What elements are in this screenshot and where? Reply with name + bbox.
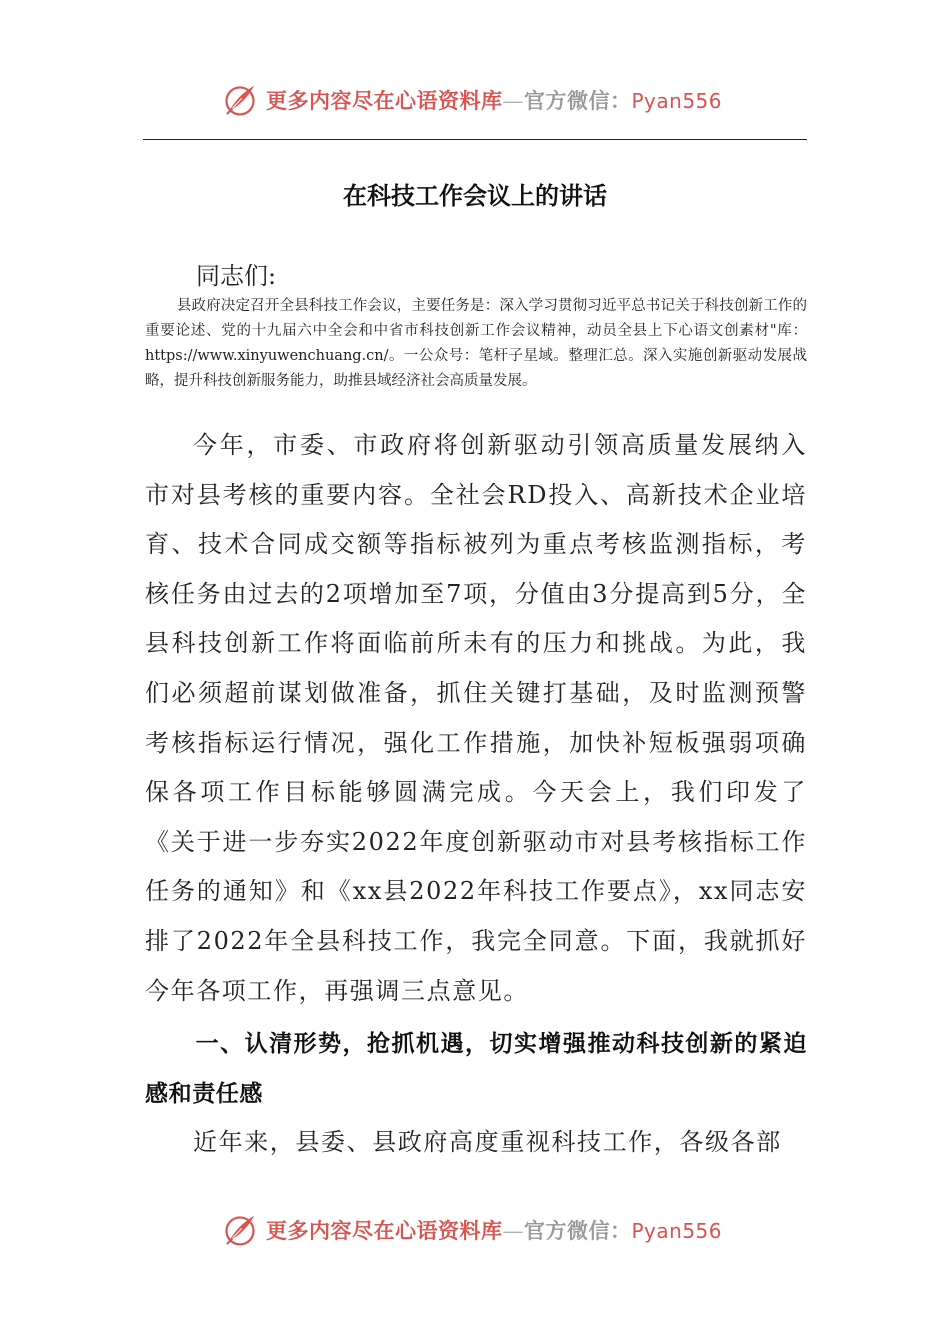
footer-watermark [222,1208,742,1252]
watermark-wechat-id: Pyan556 [631,1219,723,1243]
watermark-main-text: 更多内容尽在心语资料库 [266,1218,503,1243]
document-title: 在科技工作会议上的讲话 [343,182,607,210]
intro-paragraph: 县政府决定召开全县科技工作会议，主要任务是：深入学习贯彻习近平总书记关于科技创新工作的重要论述、党的十九届六中全会和中省市科技创新工作会议精神，动员全县上下心语文创素材"库：https://www.xinyuwenchuang.cn/。一公众号：笔杆子星域。整理汇总。深入实施创新驱动发展战略，提升科技创新服务能力，助推县域经济社会高质量发展。 [145,298,807,389]
watermark-main-text: 更多内容尽在心语资料库 [266,88,503,113]
body-paragraph-1: 今年，市委、市政府将创新驱动引领高质量发展纳入市对县考核的重要内容。全社会RD投入、高新技术企业培育、技术合同成交额等指标被列为重点考核监测指标，考核任务由过去的2项增加至7项，分值由3分提高到5分，全县科技创新工作将面临前所未有的压力和挑战。为此，我们必须超前谋划做准备，抓住关键打基础，及时监测预警考核指标运行情况，强化工作措施，加快补短板强弱项确保各项工作目标能够圆满完成。今天会上，我们印发了《关于进一步夯实2022年度创新驱动市对县考核指标工作任务的通知》和《xx县2022年科技工作要点》，xx同志安排了2022年全县科技工作，我完全同意。下面，我就抓好今年各项工作，再强调三点意见。 [145,431,807,1005]
watermark-wechat-id: Pyan556 [631,89,723,113]
watermark-dash: — [502,1219,524,1243]
body-paragraph-2: 近年来，县委、县政府高度重视科技工作，各级各部 [193,1128,782,1156]
quill-pen-icon [222,1212,258,1248]
header-divider [143,139,807,140]
quill-pen-icon [222,82,258,118]
watermark-sub-text: 官方微信： [524,1218,632,1243]
watermark-dash: — [502,89,524,113]
header-watermark [222,78,742,122]
watermark-sub-text: 官方微信： [524,88,632,113]
section-heading-1: 一、认清形势，抢抓机遇，切实增强推动科技创新的紧迫感和责任感 [145,1031,807,1107]
salutation: 同志们: [196,262,277,290]
